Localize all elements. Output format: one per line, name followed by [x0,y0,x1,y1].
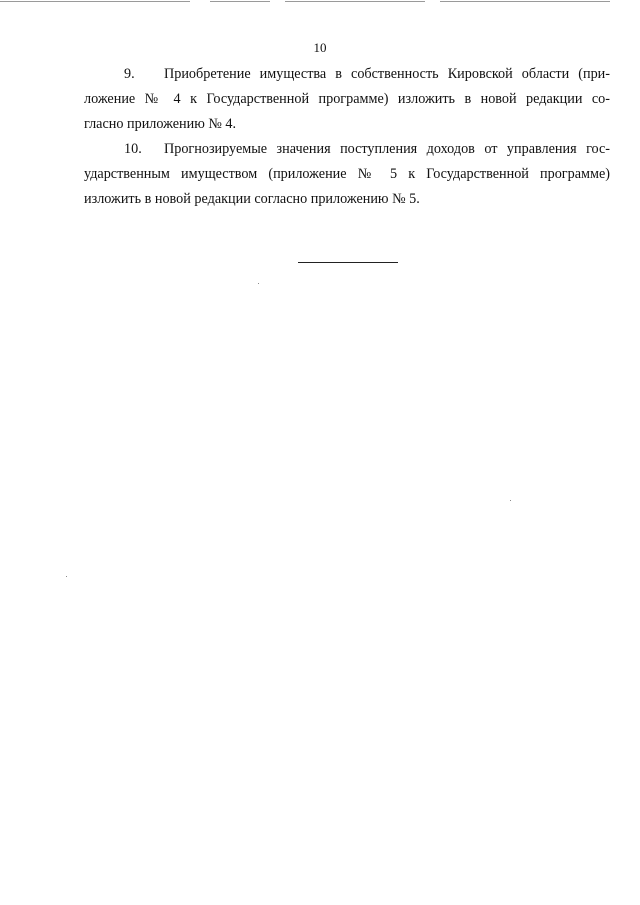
separator-line [298,262,398,263]
page-number: 10 [313,40,327,55]
paragraph-line: ложение № 4 к Государственной программе) изложить в новой редакции со- [84,91,610,107]
scan-speck [66,576,67,577]
scan-speck [510,500,511,501]
scan-speck [258,283,259,284]
paragraph-number: 10. [124,141,142,157]
paragraph-10 [84,137,610,212]
paragraph-line: ударственным имуществом (приложение № 5 к Государственной программе) [84,166,610,182]
paragraph-number: 9. [124,66,135,82]
scan-artifact-top [0,0,640,3]
paragraph-9 [84,62,610,137]
paragraph-text: Прогнозируемые значения поступления доходов от управления гос- [164,141,610,157]
paragraph-line [84,62,610,87]
paragraph-line [84,137,610,162]
paragraph-line: гласно приложению № 4. [84,116,237,132]
paragraph-line: изложить в новой редакции согласно приложению № 5. [84,191,420,207]
paragraph-text: Приобретение имущества в собственность Кировской области (при- [164,66,610,82]
